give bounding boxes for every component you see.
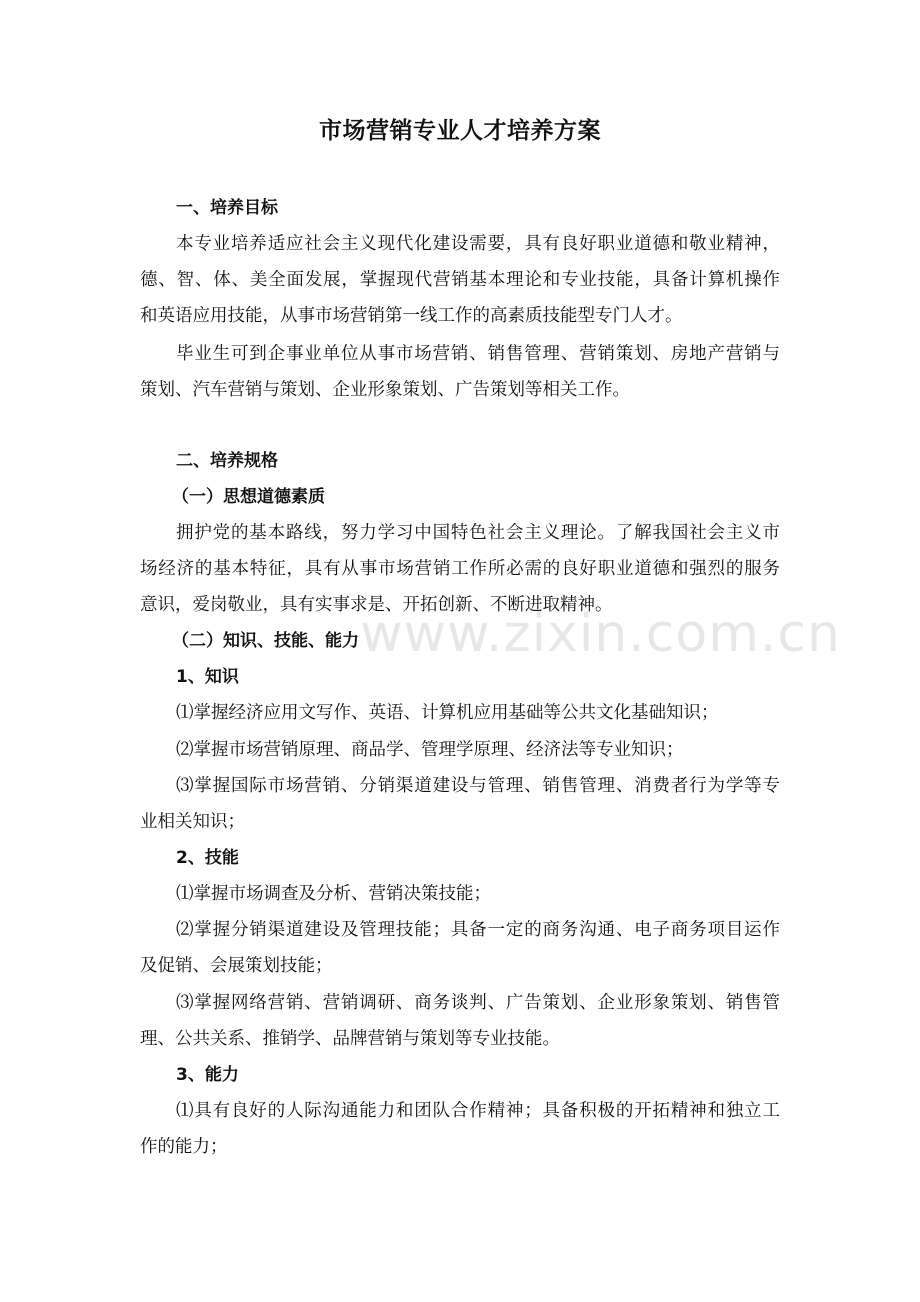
section-heading-training-specs: 二、培养规格 bbox=[176, 451, 278, 471]
paragraph-line: 毕业生可到企事业单位从事市场营销、销售管理、营销策划、房地产营销与 bbox=[176, 344, 780, 364]
list-item: ⑶掌握国际市场营销、分销渠道建设与管理、销售管理、消费者行为学等专 bbox=[176, 776, 780, 796]
list-item-continued: 理、公共关系、推销学、品牌营销与策划等专业技能。 bbox=[140, 1029, 560, 1049]
list-item-continued: 及促销、会展策划技能； bbox=[140, 956, 333, 976]
document-title: 市场营销专业人才培养方案 bbox=[319, 118, 601, 144]
list-item: ⑵掌握分销渠道建设及管理技能；具备一定的商务沟通、电子商务项目运作 bbox=[176, 920, 780, 940]
list-item: ⑴掌握市场调查及分析、营销决策技能； bbox=[176, 884, 491, 904]
subsection-heading-morality: （一）思想道德素质 bbox=[172, 487, 325, 507]
list-item: ⑴具有良好的人际沟通能力和团队合作精神；具备积极的开拓精神和独立工 bbox=[176, 1101, 780, 1121]
list-item: ⑵掌握市场营销原理、商品学、管理学原理、经济法等专业知识； bbox=[176, 740, 684, 760]
section-heading-training-goal: 一、培养目标 bbox=[176, 198, 278, 218]
paragraph-line: 意识，爱岗敬业，具有实事求是、开拓创新、不断进取精神。 bbox=[140, 595, 613, 615]
list-item: ⑶掌握网络营销、营销调研、商务谈判、广告策划、企业形象策划、销售管 bbox=[176, 993, 780, 1013]
paragraph-line: 德、智、体、美全面发展，掌握现代营销基本理论和专业技能，具备计算机操作 bbox=[140, 270, 780, 290]
subsection-heading-knowledge-skills: （二）知识、技能、能力 bbox=[172, 631, 359, 651]
item-heading-abilities: 3、能力 bbox=[176, 1065, 239, 1085]
list-item-continued: 作的能力； bbox=[140, 1137, 228, 1157]
paragraph-line: 策划、汽车营销与策划、企业形象策划、广告策划等相关工作。 bbox=[140, 380, 630, 400]
paragraph-line: 和英语应用技能，从事市场营销第一线工作的高素质技能型专门人才。 bbox=[140, 306, 683, 326]
paragraph-line: 拥护党的基本路线，努力学习中国特色社会主义理论。了解我国社会主义市 bbox=[176, 523, 780, 543]
paragraph-line: 本专业培养适应社会主义现代化建设需要，具有良好职业道德和敬业精神， bbox=[176, 234, 780, 254]
item-heading-skills: 2、技能 bbox=[176, 848, 239, 868]
list-item-continued: 业相关知识； bbox=[140, 812, 245, 832]
watermark-text: www.zixin.com.cn bbox=[360, 604, 841, 664]
paragraph-line: 场经济的基本特征，具有从事市场营销工作所必需的良好职业道德和强烈的服务 bbox=[140, 559, 780, 579]
item-heading-knowledge: 1、知识 bbox=[176, 667, 239, 687]
list-item: ⑴掌握经济应用文写作、英语、计算机应用基础等公共文化基础知识； bbox=[176, 703, 719, 723]
